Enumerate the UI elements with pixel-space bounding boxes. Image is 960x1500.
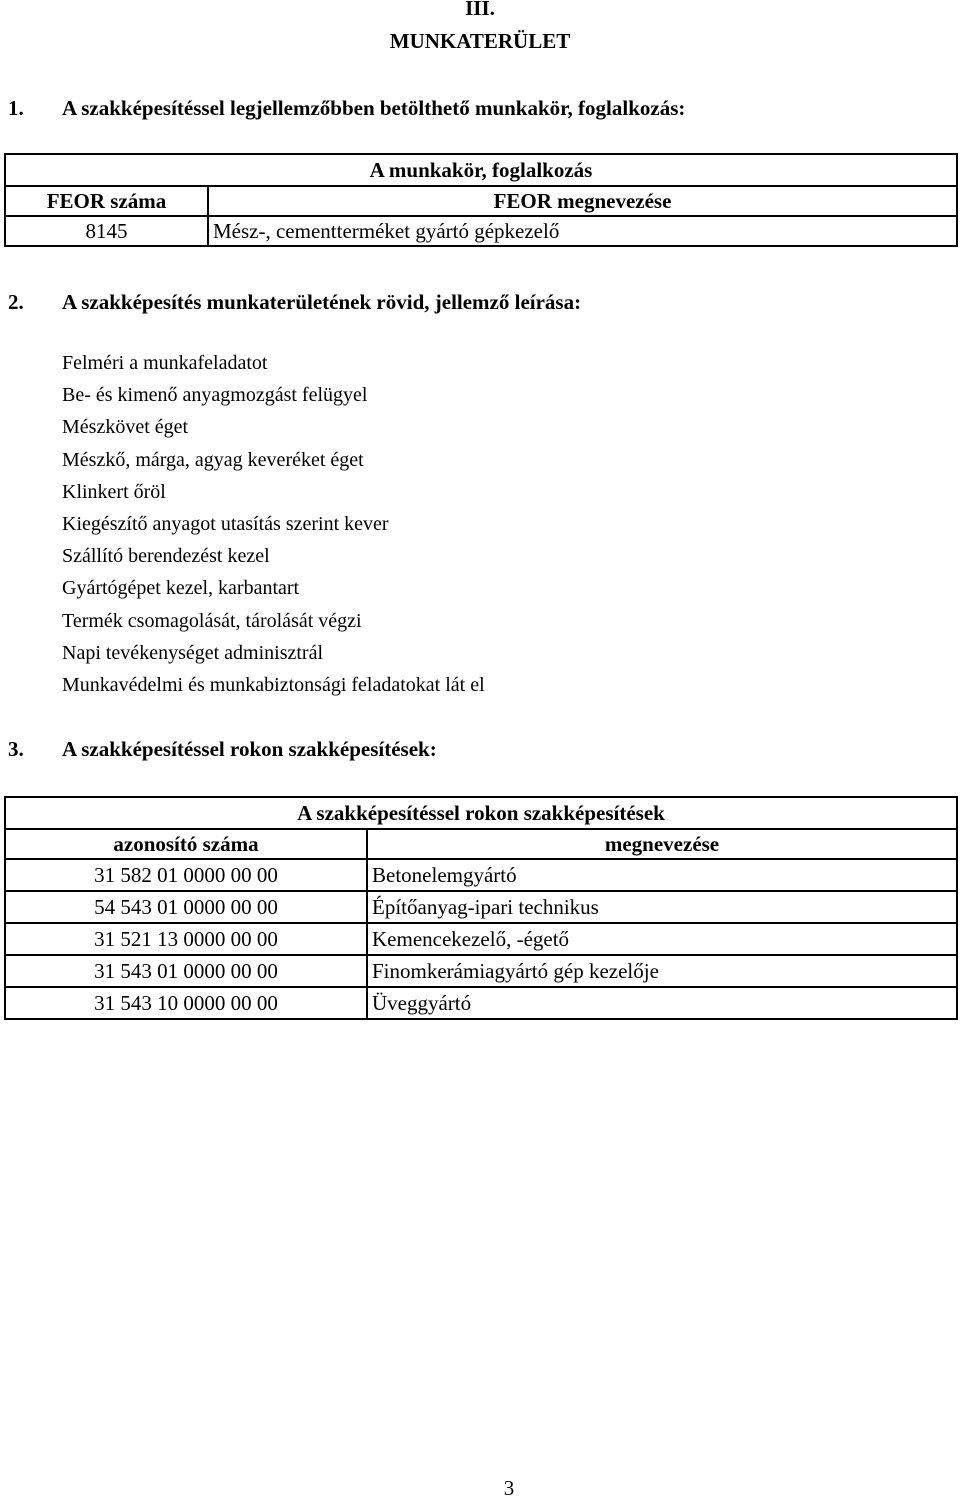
list-item: Munkavédelmi és munkabiztonsági feladatokat lát el: [62, 673, 485, 696]
related-id-cell: 31 582 01 0000 00 00: [5, 859, 367, 891]
related-name-cell: Kemencekezelő, -égető: [367, 923, 957, 955]
table-row: [5, 216, 957, 246]
list-item: Gyártógépet kezel, karbantart: [62, 577, 300, 600]
list-item: Termék csomagolását, tárolását végzi: [62, 609, 362, 632]
related-name-header: megnevezése: [367, 829, 957, 859]
table-row: [5, 891, 957, 923]
related-qualifications-table: [4, 796, 958, 1020]
related-id-cell: 31 521 13 0000 00 00: [5, 923, 367, 955]
related-group-header: A szakképesítéssel rokon szakképesítések: [5, 797, 957, 829]
list-item: Be- és kimenő anyagmozgást felügyel: [62, 384, 368, 407]
chapter-title: MUNKATERÜLET: [389, 29, 571, 53]
feor-table: [4, 153, 958, 247]
feor-code-cell: 8145: [5, 216, 208, 246]
related-id-cell: 31 543 10 0000 00 00: [5, 987, 367, 1019]
list-item: Klinkert őröl: [62, 480, 166, 503]
feor-code-header: FEOR száma: [5, 186, 208, 216]
chapter-roman: III.: [465, 0, 495, 20]
related-name-cell: Finomkerámiagyártó gép kezelője: [367, 955, 957, 987]
feor-group-header: A munkakör, foglalkozás: [5, 154, 957, 186]
related-id-cell: 54 543 01 0000 00 00: [5, 891, 367, 923]
list-item: Mészkő, márga, agyag keveréket éget: [62, 448, 364, 471]
section2-number: 2.: [8, 290, 24, 314]
related-id-cell: 31 543 01 0000 00 00: [5, 955, 367, 987]
section2-heading: A szakképesítés munkaterületének rövid, jellemző leírása:: [62, 290, 582, 314]
table-row: [5, 859, 957, 891]
related-name-cell: Építőanyag-ipari technikus: [367, 891, 957, 923]
list-item: Napi tevékenységet adminisztrál: [62, 641, 324, 664]
section3-number: 3.: [8, 737, 24, 761]
related-name-cell: Betonelemgyártó: [367, 859, 957, 891]
feor-name-header: FEOR megnevezése: [208, 186, 957, 216]
related-name-cell: Üveggyártó: [367, 987, 957, 1019]
list-item: Mészkövet éget: [62, 416, 189, 439]
table-row: [5, 923, 957, 955]
table-row: [5, 987, 957, 1019]
feor-name-cell: Mész-, cementterméket gyártó gépkezelő: [208, 216, 957, 246]
section1-heading: A szakképesítéssel legjellemzőbben betölthető munkakör, foglalkozás:: [62, 96, 686, 120]
page-number: 3: [503, 1476, 515, 1500]
related-id-header: azonosító száma: [5, 829, 367, 859]
section1-number: 1.: [8, 96, 24, 120]
list-item: Szállító berendezést kezel: [62, 545, 270, 568]
section3-heading: A szakképesítéssel rokon szakképesítések:: [62, 737, 437, 761]
list-item: Kiegészítő anyagot utasítás szerint kever: [62, 512, 389, 535]
task-list: [62, 347, 485, 701]
list-item: Felméri a munkafeladatot: [62, 352, 268, 374]
table-row: [5, 955, 957, 987]
